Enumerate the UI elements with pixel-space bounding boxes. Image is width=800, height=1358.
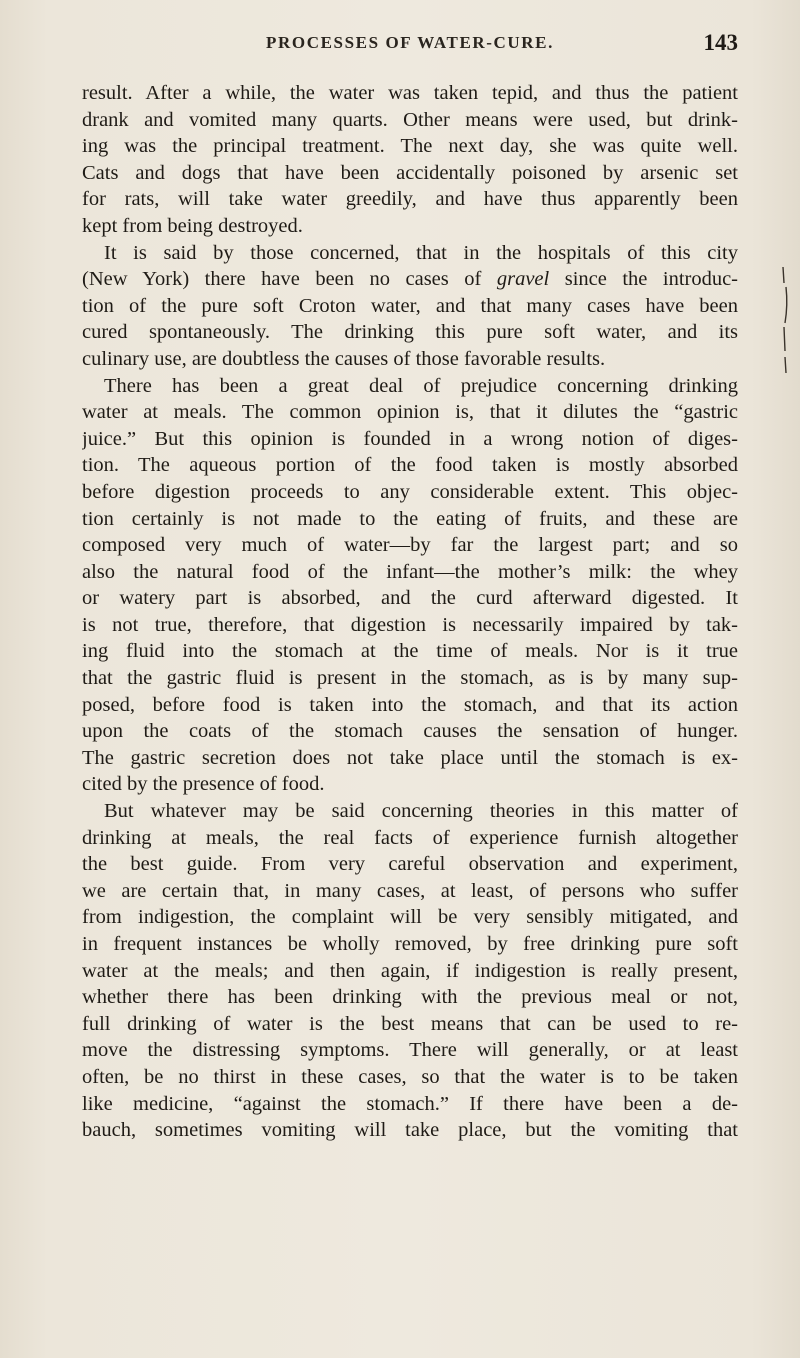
text-line: cited by the presence of food. bbox=[82, 773, 325, 796]
page-number: 143 bbox=[703, 30, 738, 55]
text-line: is not true, therefore, that digestion is necessarily impaired by tak- bbox=[82, 613, 738, 636]
text-line: juice.” But this opinion is founded in a wrong notion of diges- bbox=[82, 427, 738, 450]
text-line: posed, before food is taken into the stomach, and that its action bbox=[82, 693, 738, 716]
text-line: ing fluid into the stomach at the time of meals. Nor is it true bbox=[82, 640, 738, 663]
text-line: There has been a great deal of prejudice concerning drinking bbox=[104, 374, 738, 397]
text-line: the best guide. From very careful observation and experiment, bbox=[82, 853, 738, 876]
running-title: PROCESSES OF WATER-CURE. bbox=[266, 33, 554, 52]
text-line: we are certain that, in many cases, at least, of persons who suffer bbox=[82, 879, 738, 902]
text-line: culinary use, are doubtless the causes of those favorable results. bbox=[82, 347, 606, 370]
text-line: from indigestion, the complaint will be very sensibly mitigated, and bbox=[82, 906, 738, 929]
text-line: before digestion proceeds to any considerable extent. This objec- bbox=[82, 480, 738, 503]
text-line: for rats, will take water greedily, and have thus apparently been bbox=[82, 188, 738, 211]
body-text bbox=[82, 80, 738, 1144]
text-line: in frequent instances be wholly removed, by free drinking pure soft bbox=[82, 933, 738, 955]
text-line: kept from being destroyed. bbox=[82, 214, 303, 237]
text-line: full drinking of water is the best means that can be used to re- bbox=[82, 1012, 738, 1035]
text-line: tion. The aqueous portion of the food taken is mostly absorbed bbox=[82, 454, 738, 477]
text-line: tion certainly is not made to the eating of fruits, and these are bbox=[82, 507, 738, 530]
text-line: composed very much of water—by far the largest part; and so bbox=[82, 534, 738, 557]
text-line: But whatever may be said concerning theories in this matter of bbox=[104, 800, 738, 823]
text-line: that the gastric fluid is present in the stomach, as is by many sup- bbox=[82, 667, 738, 690]
text-line: drinking at meals, the real facts of experience furnish altogether bbox=[82, 826, 738, 849]
text-line: also the natural food of the infant—the mother’s milk: the whey bbox=[82, 560, 738, 583]
text-line: It is said by those concerned, that in the hospitals of this city bbox=[104, 241, 738, 264]
text-line: drank and vomited many quarts. Other means were used, but drink- bbox=[82, 108, 738, 131]
text-line: whether there has been drinking with the previous meal or not, bbox=[82, 986, 738, 1009]
text-line: The gastric secretion does not take place until the stomach is ex- bbox=[82, 746, 738, 769]
running-head bbox=[82, 30, 738, 60]
text-line: bauch, sometimes vomiting will take place, but the vomiting that bbox=[82, 1119, 738, 1142]
text-line: water at meals. The common opinion is, that it dilutes the “gastric bbox=[82, 401, 738, 424]
text-line: Cats and dogs that have been accidentally poisoned by arsenic set bbox=[82, 161, 738, 184]
text-line: result. After a while, the water was taken tepid, and thus the patient bbox=[82, 82, 738, 104]
text-line: water at the meals; and then again, if indigestion is really present, bbox=[82, 959, 738, 982]
text-line: (New York) there have been no cases of gravel since the introduc- bbox=[82, 268, 738, 291]
italic-term: gravel bbox=[496, 268, 550, 291]
text-line: upon the coats of the stomach causes the sensation of hunger. bbox=[82, 720, 738, 743]
text-line: or watery part is absorbed, and the curd afterward digested. It bbox=[82, 587, 738, 610]
text-line: tion of the pure soft Croton water, and that many cases have been bbox=[82, 294, 738, 317]
text-line: move the distressing symptoms. There will generally, or at least bbox=[82, 1039, 738, 1062]
text-line: like medicine, “against the stomach.” If there have been a de- bbox=[82, 1092, 738, 1115]
text-line: cured spontaneously. The drinking this pure soft water, and its bbox=[82, 321, 738, 344]
margin-ink-mark bbox=[780, 265, 790, 375]
text-line: ing was the principal treatment. The next day, she was quite well. bbox=[82, 135, 738, 158]
text-line: often, be no thirst in these cases, so that the water is to be taken bbox=[82, 1065, 738, 1088]
